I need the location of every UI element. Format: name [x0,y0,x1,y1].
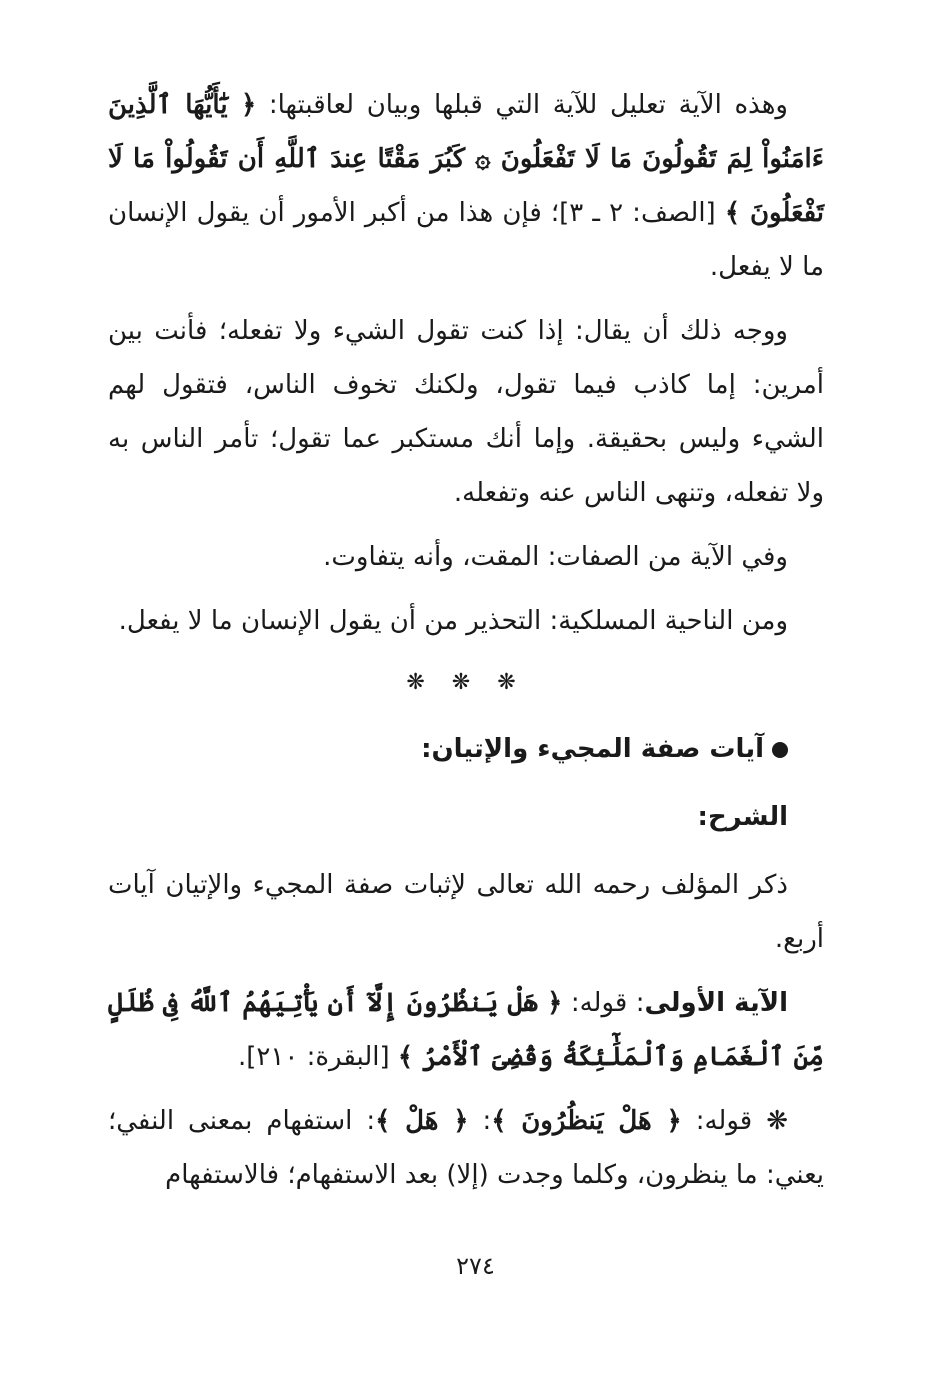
paragraph-1-rest: [الصف: ٢ ـ ٣]؛ فإن هذا من أكبر الأمور أن يقول الإنسان ما لا يفعل. [108,198,824,282]
paragraph-6-rest: [البقرة: ٢١٠]. [238,1042,398,1072]
sharh-label: الشرح: [697,802,788,832]
paragraph-4: ومن الناحية المسلكية: التحذير من أن يقول الإنسان ما لا يفعل. [118,606,788,636]
section-heading [108,722,824,776]
paragraph-3: وفي الآية من الصفات: المقت، وأنه يتفاوت. [323,542,788,572]
first-verse-label: الآية الأولى [644,988,788,1018]
quran-phrase-1: ﴿ هَلْ يَنظُرُونَ ﴾ [491,1106,682,1136]
quran-verse-baqarah: ﴿ هَلْ يَنظُرُونَ إِلَّآ أَن يَأْتِيَهُمُ ٱللَّهُ فِى ظُلَلٍ مِّنَ ٱلْغَمَامِ وَٱلْمَلَٰٓئِكَةُ وَقُضِىَ ٱلْأَمْرُ ﴾ [108,988,824,1072]
paragraph-5: ذكر المؤلف رحمه الله تعالى لإثبات صفة المجيء والإتيان آيات أربع. [108,870,824,954]
quran-verse-saff: ﴿ يَٰٓأَيُّهَا ٱلَّذِينَ ءَامَنُواْ لِمَ تَقُولُونَ مَا لَا تَفْعَلُونَ ۞ كَبُرَ مَقْتًا عِندَ ٱللَّهِ أَن تَقُولُواْ مَا لَا تَفْعَلُونَ ﴾ [108,90,825,228]
bullet-icon [772,742,788,758]
paragraph-7-rest: : استفهام بمعنى النفي؛ يعني: ما ينظرون، وكلما وجدت (إلا) بعد الاستفهام؛ فالاستفهام [108,1106,824,1190]
paragraph-7-intro: قوله: [681,1106,753,1136]
paragraph-7 [108,1094,824,1202]
paragraph-6-intro: : قوله: [562,988,645,1018]
paragraph-1-intro: وهذه الآية تعليل للآية التي قبلها وبيان لعاقبتها: [256,90,788,120]
page-body [108,78,824,1212]
section-heading-text: آيات صفة المجيء والإتيان: [421,734,764,764]
paragraph-1 [108,78,824,294]
quran-phrase-2: ﴿ هَلْ ﴾ [375,1106,469,1136]
star-icon: ❋ [752,1106,788,1136]
page-number: ٢٧٤ [456,1252,495,1280]
paragraph-6 [108,976,824,1084]
paragraph-7-mid: : [468,1106,492,1136]
section-separator: ❋ ❋ ❋ [406,670,526,695]
paragraph-2: ووجه ذلك أن يقال: إذا كنت تقول الشيء ولا تفعله؛ فأنت بين أمرين: إما كاذب فيما تقول، ولكنك تخوف الناس، فتقول لهم الشيء وليس بحقيقة. وإما أنك مستكبر عما تقول؛ تأمر الناس به ولا تفعله، وتنهى الناس عنه وتفعله. [108,316,824,508]
